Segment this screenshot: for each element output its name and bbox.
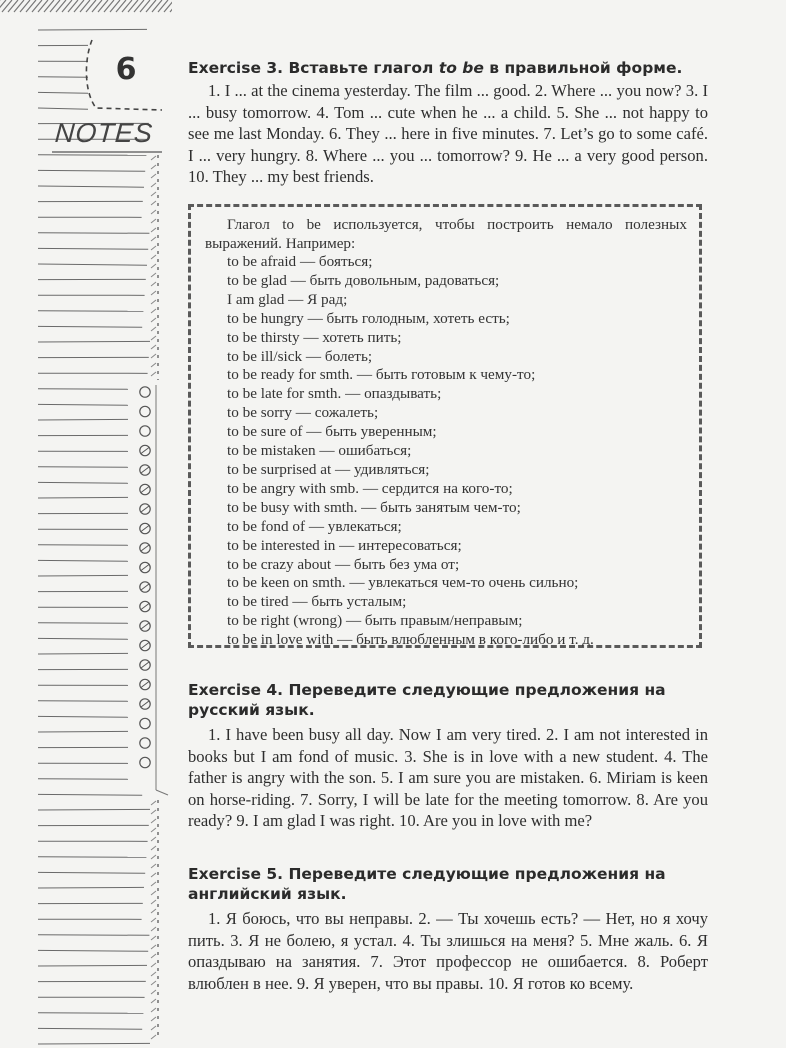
expression-item: to be glad — быть довольным, радоваться; (227, 271, 500, 289)
expression-item: to be late for smth. — опаздывать; (227, 385, 442, 403)
notes-margin (0, 0, 172, 1048)
expression-item: to be interested in — интересоваться; (227, 536, 462, 554)
expression-item: to be busy with smth. — быть занятым чем-то; (227, 498, 521, 516)
note-box-intro: Глагол to be используется, чтобы построить немало полезных выражений. Например: (205, 216, 687, 252)
expression-item: to be ready for smth. — быть готовым к чему-то; (227, 366, 536, 384)
expression-item: to be tired — быть усталым; (227, 593, 407, 611)
exercise-3-title: Exercise 3. Вставьте глагол to be в правильной форме. (188, 59, 683, 77)
exercise-4-text: 1. I have been busy all day. Now I am very tired. 2. I am not interested in books but I am fond of music. 3. She is in love with a new student. 4. The father is angry with the son. 5. I am sure you are mistaken. 6. Miriam is keen on horse-riding. 7. Sorry, I will be late for the meeting tomorrow. 8. Are you ready? 9. I am glad I was right. 10. Are you in love with me? (188, 725, 708, 831)
note-box (188, 204, 702, 648)
expressions-list (205, 253, 687, 650)
expression-item: to be hungry — быть голодным, хотеть есть; (227, 309, 510, 327)
exercise-3-text: 1. I ... at the cinema yesterday. The film ... good. 2. Where ... you now? 3. I ... busy tomorrow. 4. Tom ... cute when he ... a child. 5. She ... not happy to see me last Monday. 6. They ... here in five minutes. 7. Let’s go to some café. I ... very hungry. 8. Where ... you ... tomorrow? 9. He ... a very good person. 10. They ... my best friends. (188, 81, 708, 187)
page-number: 6 (115, 52, 137, 87)
expression-item: to be afraid — бояться; (227, 253, 373, 270)
exercise-5 (188, 864, 708, 994)
expression-item: I am glad — Я рад; (227, 290, 348, 308)
expression-item: to be right (wrong) — быть правым/неправым; (227, 612, 523, 630)
expression-item: to be surprised at — удивляться; (227, 460, 430, 478)
exercise-5-text: 1. Я боюсь, что вы неправы. 2. — Ты хочешь есть? — Нет, но я хочу пить. 3. Я не болею, я устал. 4. Ты злишься на меня? 5. Мне жаль. 6. Я опаздываю на занятия. 7. Этот профессор не ошибается. 8. Роберт влюблен в нее. 9. Я уверен, что вы правы. 10. Я готов ко всему. (188, 909, 708, 993)
exercise-4 (188, 680, 708, 832)
expression-item: to be sure of — быть уверенным; (227, 423, 437, 441)
exercise-5-title: Exercise 5. Переведите следующие предложения на английский язык. (188, 865, 666, 903)
exercise-3 (188, 58, 708, 188)
notes-lines-decoration (0, 0, 172, 1048)
expression-item: to be sorry — сожалеть; (227, 404, 379, 422)
exercise-4-title: Exercise 4. Переведите следующие предложения на русский язык. (188, 681, 666, 719)
expression-item: to be fond of — увлекаться; (227, 517, 402, 535)
expression-item: to be in love with — быть влюбленным в кого-либо и т. д. (227, 631, 594, 649)
expression-item: to be ill/sick — болеть; (227, 347, 373, 365)
expression-item: to be crazy about — быть без ума от; (227, 555, 460, 573)
notes-label: NOTES (53, 118, 155, 148)
expression-item: to be mistaken — ошибаться; (227, 442, 412, 460)
expression-item: to be thirsty — хотеть пить; (227, 328, 402, 346)
expression-item: to be keen on smth. — увлекаться чем-то очень сильно; (227, 574, 579, 592)
expression-item: to be angry with smb. — сердится на кого-то; (227, 479, 513, 497)
